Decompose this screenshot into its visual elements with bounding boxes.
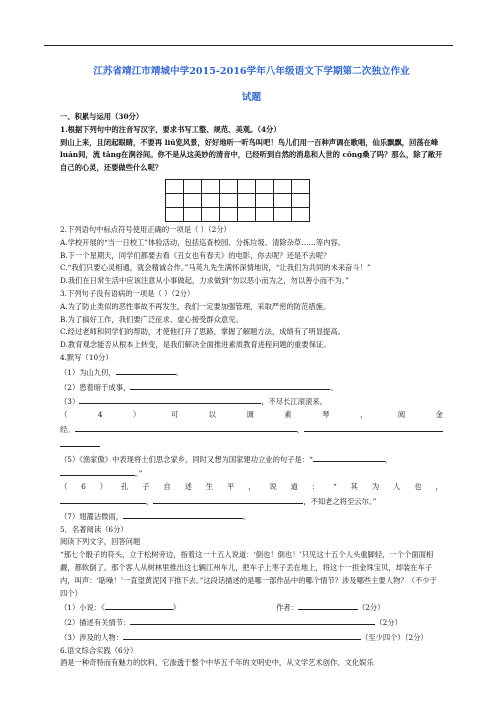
blank[interactable] (123, 509, 243, 519)
blank[interactable] (60, 466, 135, 476)
char: （ (60, 410, 68, 420)
q4-line-7 (60, 509, 443, 524)
char: ） (133, 410, 141, 420)
punct: ， (296, 424, 304, 434)
q4-line-1 (60, 365, 443, 380)
q5-answer-3 (60, 630, 443, 645)
blank[interactable] (60, 437, 100, 447)
q2-option-c: C.“我们只要心灵相通，就会精诚合作。”马英九先生满怀深情地说，“让我们为共同的未来奋斗！” (60, 263, 371, 273)
q4-line-6 (60, 481, 443, 494)
char: 为 (371, 482, 380, 492)
q1-passage: 到山上来，且闭起眼睛，不要再 liū览风景，好好地听一听鸟叫吧！鸟儿们用一百种声调在歌唱，仙乐飘飘，回荡在峰 luán间，流 tǎng在涧谷间。你不是从这美妙的清音中，已经听到自然的消息和人世的 cōng桑了吗？那么，除了敞开自己的心灵，还要做些什么呢？ (60, 137, 443, 173)
document-body (60, 64, 443, 670)
char: 道 (290, 482, 298, 492)
q3-option-c: C.经过老师和同学们的帮助，才使他打开了思路，掌握了解题方法，成绩有了明显提高。 (60, 327, 345, 337)
blank[interactable] (75, 422, 297, 432)
char: 阅 (397, 410, 406, 420)
punct: 。 (330, 382, 338, 392)
char: 孔 (120, 482, 129, 492)
blank[interactable] (123, 630, 361, 640)
q1-stem: 1.根据下列句中的注音写汉字，要求书写工整、规范、美观。（4分） (60, 124, 281, 134)
char: ， (359, 410, 368, 420)
char: “ (333, 482, 337, 492)
q3-stem: 3.下列句子没有语病的一项是（ ）（2分） (60, 288, 195, 298)
header-rule (44, 45, 453, 46)
q4-7-text: （7）翅濯沾微雨， (60, 511, 124, 521)
char: ， (435, 482, 443, 492)
q2-option-b: B.下一个星期天，同学们都要去看《丑女也有春天》的电影，你去呢？还是不去呢？ (60, 250, 331, 260)
blank[interactable] (105, 600, 173, 610)
char: 调 (246, 410, 254, 420)
blank[interactable] (304, 422, 443, 432)
q2-stem: 2.下列语句中标点符号使用正确的一项是（ ）（2分） (60, 224, 231, 234)
q4-3-end: ，不尽长江滚滚来。 (261, 397, 327, 407)
q5-2-label: （2）描述有关情节： (60, 618, 131, 628)
q2-option-a: A.学校开展的“当一日校工”体验活动，包括巡查校园、分拣垃圾、清除杂草……等内容。 (60, 237, 346, 247)
blank[interactable] (79, 394, 261, 404)
q6-text: 酒是一种奇特而有魅力的饮料，它渗透于整个中华五千年的文明史中，从文学艺术创作、文化娱乐 (60, 658, 374, 668)
q5-intro: 阅读下列文字，回答问题 (60, 537, 141, 547)
q4-line-5b (60, 466, 443, 481)
q4-line-3 (60, 394, 443, 409)
q5-passage: “那七个骰子的符头，立于松树旁边，指着这一十五人说道：‘倒也！倒也！’只见这十五个人头重脚轻，一个个面面相觑，都软倒了。那个客人从树林里推出这七辆江州车儿，把车子上枣子丢在地上，将这十一担金珠宝贝，却装在车子内，叫声：‘聒噪！’一直望黄泥冈下推下去。”这段话描述的是哪一部作品中的哪个情节？涉及哪些主要人物？（不少于四个） (60, 550, 437, 598)
q5-stem: 5．名著阅读（6分） (60, 524, 128, 534)
q5-3-label: （3）涉及的人物： (60, 632, 124, 642)
blank[interactable] (116, 365, 176, 375)
char: ： (311, 482, 320, 492)
q3-option-d: D.教育观念能否从根本上转变，是我们解决全面推进素质教育进程问题的重要保证。 (60, 340, 331, 350)
char: 生 (205, 482, 214, 492)
punct: ， (384, 454, 393, 464)
punct: 》 (172, 603, 181, 613)
char: 素 (284, 410, 292, 420)
blank[interactable] (60, 494, 146, 504)
q4-3-text: （3） (60, 397, 80, 407)
q2-option-d: D.我们在日常生活中应该注意从小事做起，力求做到“勿以恶小而为之，勿以善小而不为。” (60, 276, 349, 286)
q4-line-2 (60, 380, 443, 395)
char: 人 (393, 482, 401, 492)
char: 说 (269, 482, 277, 492)
q4-stem: 4.默写（10分） (60, 352, 113, 362)
char: ） (99, 482, 108, 492)
q3-option-a: A.为了防止类似的恶性事故不再发生，我们一定要加强管理，采取严密的防范措施。 (60, 301, 331, 311)
q5-answer-2 (60, 615, 443, 630)
char: 其 (350, 482, 358, 492)
author-label: 作者： (276, 603, 298, 613)
char: 子 (142, 482, 150, 492)
char: 述 (184, 482, 192, 492)
q4-2-text: （2）患着暗于成事， (60, 382, 131, 392)
q5-answer-1 (60, 600, 443, 615)
blank[interactable] (130, 615, 375, 625)
q4-line-4c (60, 437, 443, 452)
char: 4 (97, 410, 103, 420)
q4-4-text: 经。 (60, 424, 75, 434)
answer-grid[interactable] (165, 179, 310, 222)
char: （ (60, 482, 68, 492)
char: 金 (435, 410, 443, 420)
char: 自 (163, 482, 171, 492)
q4-line-4b (60, 422, 443, 437)
char: 可 (170, 410, 179, 420)
punct: 。 (243, 511, 251, 521)
char: 琴 (322, 410, 330, 420)
q4-line-5 (60, 452, 443, 467)
punct: 。” (135, 469, 143, 479)
blank[interactable] (130, 380, 330, 390)
blank[interactable] (153, 494, 303, 504)
punct: 。 (175, 367, 184, 377)
q4-6-end: ，不知老之将至云尔。” (303, 496, 377, 506)
points: （至少四个）（2分） (361, 632, 428, 642)
char: 平 (226, 482, 235, 492)
points: （2分） (357, 603, 385, 613)
char: 也 (414, 482, 422, 492)
q6-stem: 6.语文综合实践（6分） (60, 645, 138, 655)
char: ， (248, 482, 256, 492)
points: （2分） (375, 618, 402, 628)
q4-line-4 (60, 409, 443, 422)
doc-title: 江苏省靖江市靖城中学2015-2016学年八年级语文下学期第二次独立作业 (93, 66, 410, 77)
blank[interactable] (313, 452, 385, 462)
char: 以 (208, 410, 216, 420)
char: 6 (81, 482, 86, 492)
doc-title-line2: 试题 (241, 92, 262, 103)
q4-line-6b: ， ，不知老之将至云尔。” (60, 494, 443, 509)
q3-option-b: B.为了搞好工作，我们要广泛征求、虚心接受群众意见。 (60, 314, 243, 324)
q4-1-text: （1）为山九仞， (60, 367, 116, 377)
q5-1-label: （1）小说：《 (60, 603, 105, 613)
section-heading: 一、积累与运用（30分） (60, 112, 144, 121)
q4-5-text: （5）《渔家傲》中表现将士们思念家乡，同时又想为国家建功立业的句子是：“ (60, 454, 313, 464)
blank[interactable] (298, 600, 358, 610)
